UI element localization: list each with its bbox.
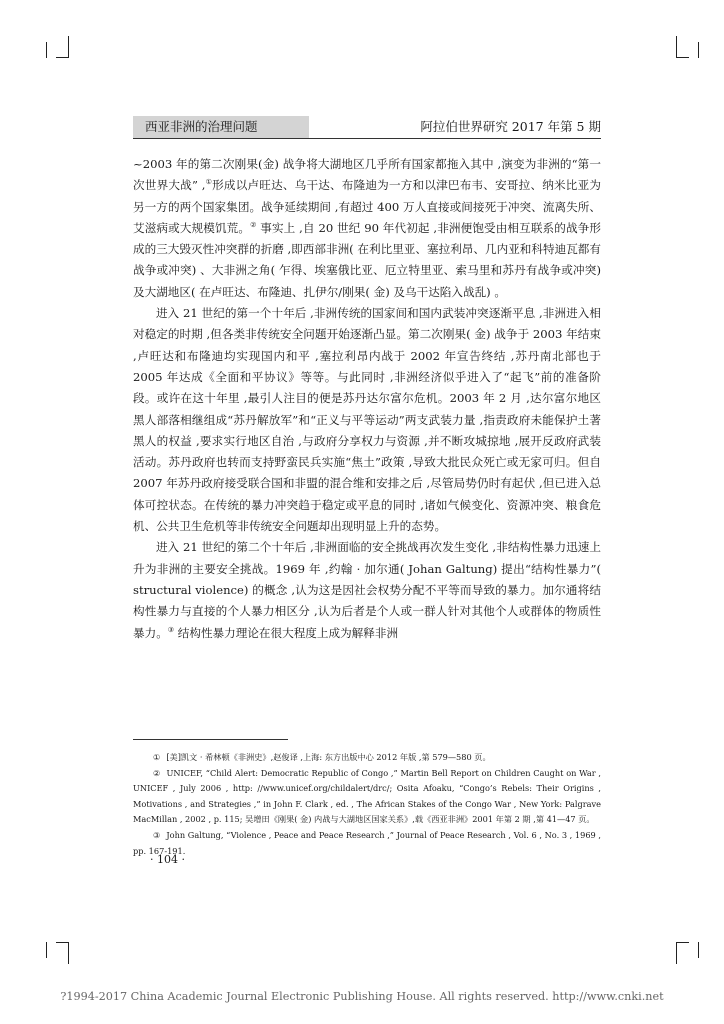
footnote-number: ① — [153, 752, 161, 762]
text-run: 进入 21 世纪的第二个十年后 ,非洲面临的安全挑战再次发生变化 ,非结构性暴力迅速上升为非洲的主要安全挑战。1969 年 ,约翰 · 加尔通( Johan Galtung) 提出“结构性暴力”( structural violence) 的概念 ,认为这是因社会权势分配不平等而导致的暴力。加尔通将结构性暴力与直接的个人暴力相区分 ,认为后者是个人或一群人针对其他个人或群体的物质性暴力。 — [133, 540, 601, 640]
article-body — [133, 154, 601, 644]
text-run: 事实上 ,自 20 世纪 90 年代初起 ,非洲便饱受由相互联系的战争形成的三大毁灭性冲突群的折磨 ,即西部非洲( 在利比里亚、塞拉利昂、几内亚和科特迪瓦都有战争或冲突) 、大非洲之角( 乍得、埃塞俄比亚、厄立特里亚、索马里和苏丹有战争或冲突) 及大湖地区( 在卢旺达、布隆迪、扎伊尔/刚果( 金) 及乌干达陷入战乱) 。 — [133, 220, 601, 299]
crop-mark — [46, 942, 47, 958]
section-title: 西亚非洲的治理问题 — [133, 116, 309, 138]
crop-mark — [46, 42, 47, 58]
crop-mark — [56, 57, 69, 58]
running-header — [133, 116, 601, 139]
footnote-number: ③ — [153, 829, 161, 840]
footnote-text: UNICEF, “Child Alert: Democratic Republic of Congo ,” Martin Bell Report on Children Caught on War , UNICEF , July 2006 , http: //www.unicef.org/childalert/drc/; Osita Afoaku, “Congo’s Rebels: Their Origins , Motivations , and Strategies ,” in John F. Clark , ed. , The African Stakes of the Congo War , New York: Palgrave MacMillan , 2002 , p. 115; 吴增田《刚果( 金) 内战与大湖地区国家关系》,载《西亚非洲》2001 年第 2 期 ,第 41—47 页。 — [133, 767, 601, 825]
text-run: 结构性暴力理论在很大程度上成为解释非洲 — [174, 625, 399, 640]
footnote-divider — [133, 739, 288, 740]
copyright-footer: ?1994-2017 China Academic Journal Electronic Publishing House. All rights reserved. http://www.cnki.net — [60, 990, 664, 1003]
paragraph — [133, 154, 601, 303]
page-number: · 104 · — [150, 853, 185, 866]
crop-mark — [68, 36, 69, 58]
text-run: ~2003 年的第二次刚果(金) 战争将大湖地区几乎所有国家都拖入其中 ,演变为非洲的“第一次世界大战” , — [133, 157, 601, 193]
crop-mark — [698, 942, 699, 958]
footnote-number: ② — [153, 767, 161, 778]
footnote-text: [美]凯文 · 希林顿《非洲史》,赵俊译 ,上海: 东方出版中心 2012 年版 ,第 579—580 页。 — [166, 752, 491, 762]
crop-mark — [676, 57, 689, 58]
journal-issue: 阿拉伯世界研究 2017 年第 5 期 — [420, 119, 601, 134]
crop-mark — [676, 942, 677, 964]
footnote — [133, 750, 601, 766]
paragraph: 进入 21 世纪的第一个十年后 ,非洲传统的国家间和国内武装冲突逐渐平息 ,非洲进入相对稳定的时期 ,但各类非传统安全问题开始逐渐凸显。第二次刚果( 金) 战争于 2003 年结束 ,卢旺达和布隆迪均实现国内和平 ,塞拉利昂内战于 2002 年宣告终结 ,苏丹南北部也于 2005 年达成《全面和平协议》等等。与此同时 ,非洲经济似乎进入了“起飞”前的准备阶段。或许在这十年里 ,最引人注目的便是苏丹达尔富尔危机。2003 年 2 月 ,达尔富尔地区黑人部落相继组成“苏丹解放军”和“正义与平等运动”两支武装力量 ,指责政府未能保护土著黑人的权益 ,要求实行地区自治 ,与政府分享权力与资源 ,并不断攻城掠地 ,展开反政府武装活动。苏丹政府也转而支持野蛮民兵实施“焦土”政策 ,导致大批民众死亡或无家可归。但自 2007 年苏丹政府接受联合国和非盟的混合维和安排之后 ,尽管局势仍时有起伏 ,但已进入总体可控状态。在传统的暴力冲突趋于稳定或平息的同时 ,诸如气候变化、资源冲突、粮食危机、公共卫生危机等非传统安全问题却出现明显上升的态势。 — [133, 306, 601, 534]
footnote-ref[interactable]: ① — [205, 178, 213, 187]
crop-mark — [56, 942, 69, 943]
crop-mark — [676, 942, 689, 943]
crop-mark — [698, 42, 699, 58]
footnote-ref[interactable]: ② — [250, 221, 257, 230]
footnotes — [133, 750, 601, 859]
footnote — [133, 766, 601, 828]
crop-mark — [676, 36, 677, 58]
crop-mark — [68, 942, 69, 964]
text-run: 形成以卢旺达、乌干达、布隆迪为一方和以津巴布韦、安哥拉、纳米比亚为另一方的两个国家集团。战争延续期间 ,有超过 400 万人直接或间接死于冲突、流离失所、艾滋病或大规模饥荒。 — [133, 178, 601, 235]
footnote-ref[interactable]: ③ — [167, 625, 175, 634]
footnote — [133, 828, 601, 859]
paragraph — [133, 537, 601, 643]
footnote-text: John Galtung, “Violence , Peace and Peace Research ,” Journal of Peace Research , Vol. 6 , No. 3 , 1969 , pp. 167-191. — [133, 829, 602, 856]
